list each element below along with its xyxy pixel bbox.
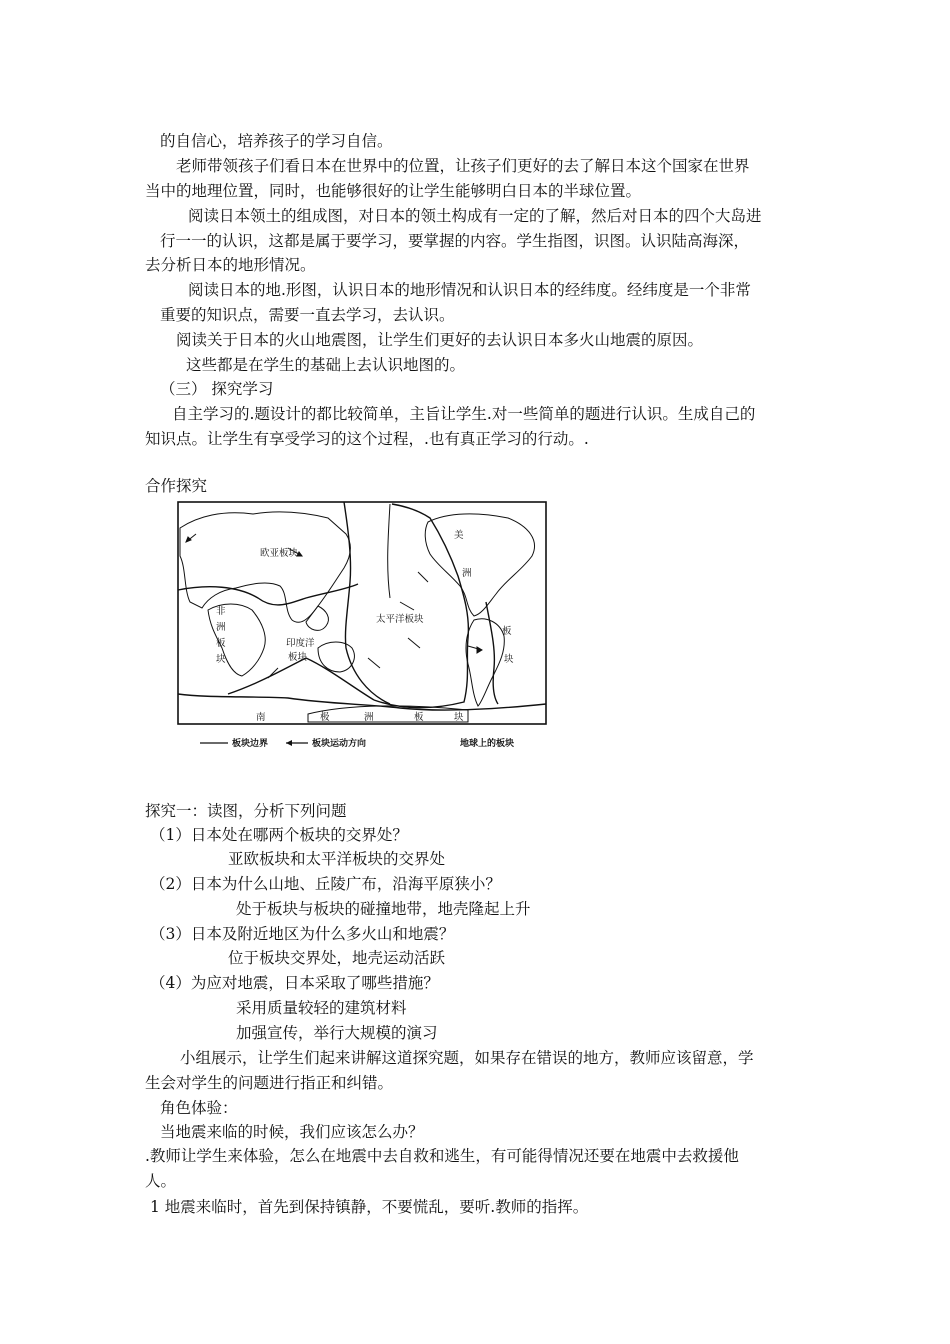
map-label-nazca: 块 [504,654,514,665]
paragraph-line: 阅读日本的地.形图，认识日本的地形情况和认识日本的经纬度。经纬度是一个非常 [188,281,751,299]
section-heading: 角色体验： [160,1099,238,1117]
section-heading: 合作探究 [145,477,208,495]
paragraph-line: 这些都是在学生的基础上去认识地图的。 [186,356,466,374]
map-label-antarctic: 块 [454,712,464,723]
map-label-antarctic: 南 [256,712,266,723]
map-label-africa: 板 [216,638,226,649]
paragraph-line: 阅读日本领土的组成图，对日本的领土构成有一定的了解，然后对日本的四个大岛进 [188,207,762,225]
answer-item: 加强宣传，举行大规模的演习 [236,1024,438,1042]
paragraph-line: 行一一的认识，这都是属于要学习，要掌握的内容。学生指图，识图。认识陆高海深， [160,232,750,250]
paragraph-line: 当地震来临的时候，我们应该怎么办？ [160,1123,424,1141]
map-label-indian: 印度洋 [286,638,315,649]
map-label-america: 洲 [462,568,472,579]
map-label-antarctic: 洲 [364,712,374,723]
map-label-africa: 洲 [216,622,226,633]
paragraph-line: 当中的地理位置，同时，也能够很好的让学生能够明白日本的半球位置。 [145,182,642,200]
map-label-eurasia: 欧亚板块 [260,548,299,559]
answer-item: 亚欧板块和太平洋板块的交界处 [228,850,446,868]
map-label-africa: 非 [216,606,226,617]
map-label-antarctic: 极 [320,712,330,723]
question-item: （2）日本为什么山地、丘陵广布，沿海平原狭小？ [150,875,501,893]
paragraph-line: 重要的知识点，需要一直去学习，去认识。 [160,306,455,324]
map-label-antarctic: 板 [414,712,424,723]
paragraph-line: 知识点。让学生有享受学习的这个过程，.也有真正学习的行动。. [145,430,589,448]
legend-boundary: 板块边界 [232,739,269,749]
paragraph-line: 阅读关于日本的火山地震图，让学生们更好的去认识日本多火山地震的原因。 [176,331,704,349]
paragraph-line: 生会对学生的问题进行指正和纠错。 [145,1074,394,1092]
map-label-pacific: 太平洋板块 [376,614,424,625]
map-label-nazca: 板 [502,626,512,637]
legend-direction: 板块运动方向 [312,739,367,749]
paragraph-line: 的自信心，培养孩子的学习自信。 [160,132,393,150]
paragraph-line: 人。 [145,1172,177,1190]
legend-arrow-head [286,740,292,746]
section-heading: （三） 探究学习 [160,380,274,398]
plate-map [168,498,558,760]
plate-map-figure [168,498,558,760]
paragraph-line: 自主学习的.题设计的都比较简单，主旨让学生.对一些简单的题进行认识。生成自己的 [172,405,756,423]
question-heading: 探究一：读图，分析下列问题 [145,802,347,820]
question-item: （1）日本处在哪两个板块的交界处？ [150,826,408,844]
map-label-indian: 板块 [288,652,308,663]
answer-item: 处于板块与板块的碰撞地带，地壳隆起上升 [236,900,531,918]
legend-title: 地球上的板块 [460,739,515,749]
map-label-africa: 块 [216,654,226,665]
answer-item: 采用质量较轻的建筑材料 [236,999,407,1017]
paragraph-line: 去分析日本的地形情况。 [145,256,316,274]
question-item: （3）日本及附近地区为什么多火山和地震？ [150,925,455,943]
paragraph-line: 1 地震来临时，首先到保持镇静，不要慌乱，要听.教师的指挥。 [150,1198,589,1216]
paragraph-line: 老师带领孩子们看日本在世界中的位置，让孩子们更好的去了解日本这个国家在世界 [176,157,750,175]
answer-item: 位于板块交界处，地壳运动活跃 [228,949,446,967]
map-frame [178,502,546,724]
map-label-america: 美 [454,530,464,541]
paragraph-line: .教师让学生来体验，怎么在地震中去自救和逃生，有可能得情况还要在地震中去救援他 [145,1147,739,1165]
question-item: （4）为应对地震，日本采取了哪些措施？ [150,974,439,992]
paragraph-line: 小组展示，让学生们起来讲解这道探究题，如果存在错误的地方，教师应该留意，学 [180,1049,754,1067]
